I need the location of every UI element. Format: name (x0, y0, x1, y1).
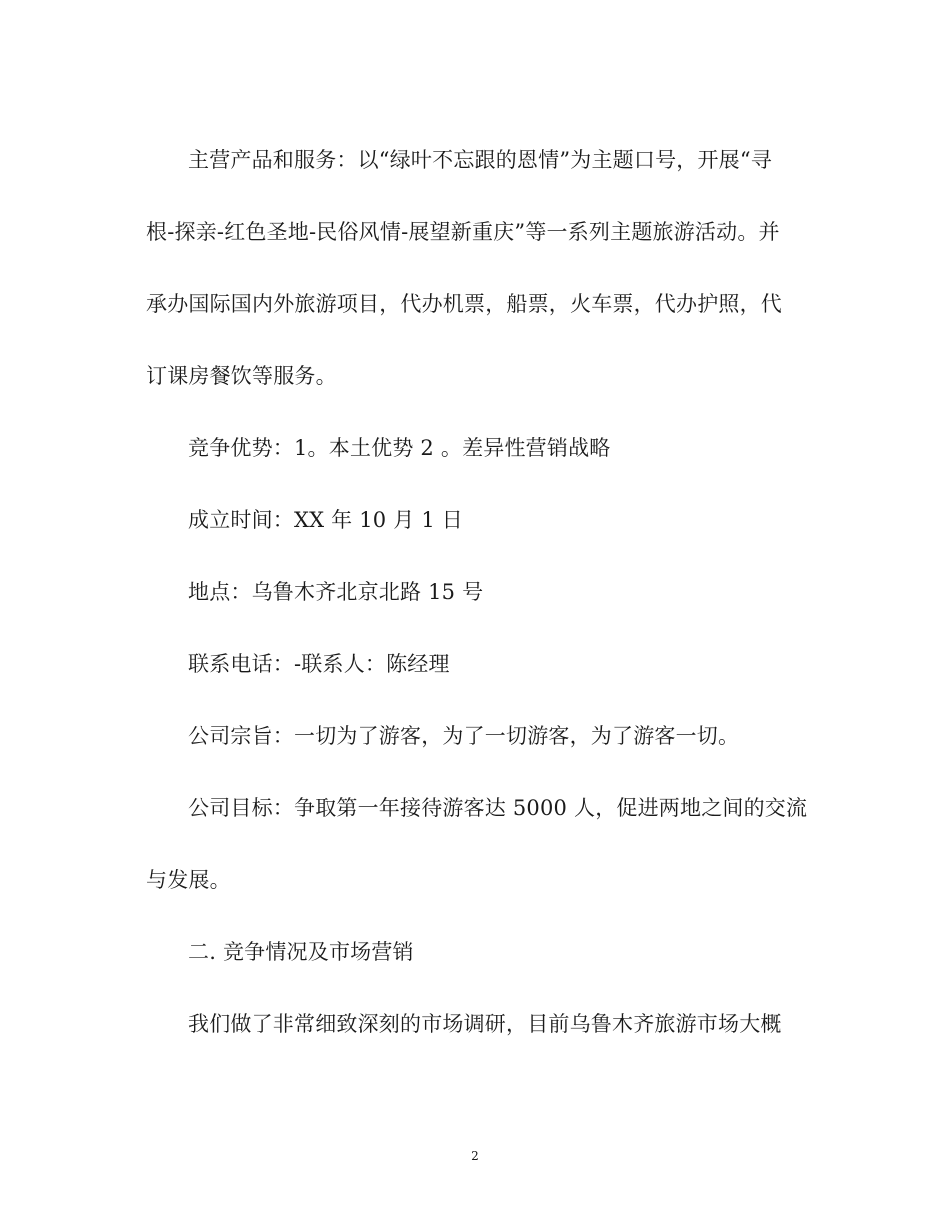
paragraph-line-goal-cont: 与发展。 (146, 868, 231, 892)
paragraph-line-market-research: 我们做了非常细致深刻的市场调研，目前乌鲁木齐旅游市场大概 (188, 1012, 782, 1036)
paragraph-line-advantage: 竞争优势：1。本土优势 2 。差异性营销战略 (188, 436, 611, 460)
paragraph-line-products-cont-3: 订课房餐饮等服务。 (146, 364, 337, 388)
paragraph-line-mission: 公司宗旨：一切为了游客，为了一切游客，为了游客一切。 (188, 724, 740, 748)
section-heading-competition: 二. 竞争情况及市场营销 (188, 940, 414, 964)
paragraph-line-founded: 成立时间：XX 年 10 月 1 日 (188, 508, 463, 532)
paragraph-line-goal: 公司目标：争取第一年接待游客达 5000 人，促进两地之间的交流 (188, 796, 808, 820)
paragraph-line-products-cont-2: 承办国际国内外旅游项目，代办机票，船票，火车票，代办护照，代 (146, 292, 782, 316)
paragraph-line-contact: 联系电话：-联系人：陈经理 (188, 652, 450, 676)
paragraph-line-products-cont-1: 根-探亲-红色圣地-民俗风情-展望新重庆”等一系列主题旅游活动。并 (146, 220, 780, 244)
paragraph-line-products: 主营产品和服务：以“绿叶不忘跟的恩情”为主题口号，开展“寻 (188, 148, 773, 172)
page-number: 2 (471, 1149, 479, 1163)
paragraph-line-location: 地点：乌鲁木齐北京北路 15 号 (188, 580, 484, 604)
